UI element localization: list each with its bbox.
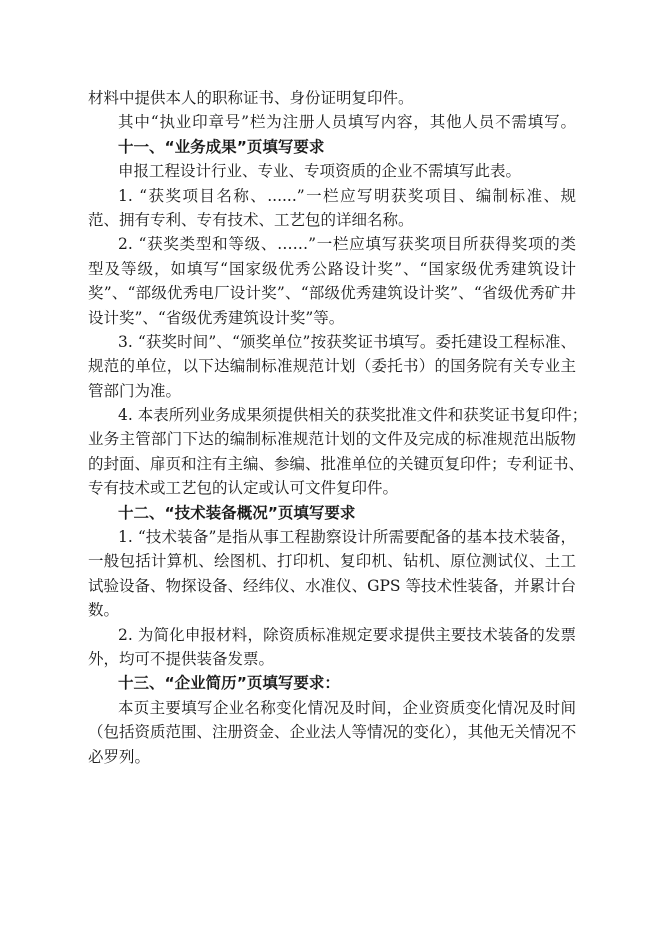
text-line: 管部门为准。 xyxy=(88,381,182,400)
text-line: 外，均可不提供装备发票。 xyxy=(88,649,275,668)
text-line: 4. 本表所列业务成果须提供相关的获奖批准文件和获奖证书复印件； xyxy=(118,406,588,425)
text-line: 1. “技术装备”是指从事工程勘察设计所需要配备的基本技术装备， xyxy=(118,528,576,547)
paragraph xyxy=(88,232,576,330)
document-page xyxy=(88,86,588,769)
paragraph xyxy=(88,696,576,769)
text-line: 2. “获奖类型和等级、……”一栏应填写获奖项目所获得奖项的类 xyxy=(118,235,576,254)
paragraph xyxy=(88,110,576,134)
section-heading xyxy=(88,135,576,159)
paragraph xyxy=(88,623,576,672)
paragraph xyxy=(88,525,576,623)
text-line: 十二、“技术装备概况”页填写要求 xyxy=(118,503,356,522)
text-line: 的封面、扉页和注有主编、参编、批准单位的关键页复印件；专利证书、 xyxy=(88,454,585,473)
text-line: 其中“执业印章号”栏为注册人员填写内容，其他人员不需填写。 xyxy=(118,113,576,132)
text-line: 奖”、“部级优秀电厂设计奖”、“部级优秀建筑设计奖”、“省级优秀矿井 xyxy=(88,284,576,303)
text-line: 数。 xyxy=(88,601,120,620)
text-line: 3. “获奖时间”、“颁奖单位”按获奖证书填写。委托建设工程标准、 xyxy=(118,332,576,351)
paragraph xyxy=(88,86,576,110)
text-line: 业务主管部门下达的编制标准规范计划的文件及完成的标准规范出版物 xyxy=(88,430,576,449)
text-line: 规范的单位，以下达编制标准规范计划（委托书）的国务院有关专业主 xyxy=(88,357,576,376)
text-line: 2. 为简化申报材料，除资质标准规定要求提供主要技术装备的发票 xyxy=(118,625,576,644)
text-line: 型及等级，如填写“国家级优秀公路设计奖”、“国家级优秀建筑设计 xyxy=(88,259,576,278)
text-line: 本页主要填写企业名称变化情况及时间，企业资质变化情况及时间 xyxy=(118,698,576,717)
text-line: 专有技术或工艺包的认定或认可文件复印件。 xyxy=(88,479,399,498)
text-line: 范、拥有专利、专有技术、工艺包的详细名称。 xyxy=(88,210,414,229)
text-line: 十一、“业务成果”页填写要求 xyxy=(118,137,325,156)
text-line: 必罗列。 xyxy=(88,747,151,766)
paragraph xyxy=(88,159,576,183)
text-line: （包括资质范围、注册资金、企业法人等情况的变化），其他无关情况不 xyxy=(88,723,577,742)
text-line: 一般包括计算机、绘图机、打印机、复印机、钻机、原位测试仪、土工 xyxy=(88,552,576,571)
paragraph xyxy=(88,403,588,501)
section-heading xyxy=(88,501,576,525)
text-line: 十三、“企业简历”页填写要求： xyxy=(118,674,340,693)
text-line: 试验设备、物探设备、经纬仪、水准仪、GPS 等技术性装备，并累计台 xyxy=(88,576,576,595)
text-line: 设计奖”、“省级优秀建筑设计奖”等。 xyxy=(88,308,345,327)
text-line: 1. “获奖项目名称、......”一栏应写明获奖项目、编制标准、规 xyxy=(118,186,576,205)
text-line: 材料中提供本人的职称证书、身份证明复印件。 xyxy=(88,89,414,107)
section-heading xyxy=(88,671,576,695)
text-line: 申报工程设计行业、专业、专项资质的企业不需填写此表。 xyxy=(118,162,522,181)
paragraph xyxy=(88,184,576,233)
paragraph xyxy=(88,330,576,403)
